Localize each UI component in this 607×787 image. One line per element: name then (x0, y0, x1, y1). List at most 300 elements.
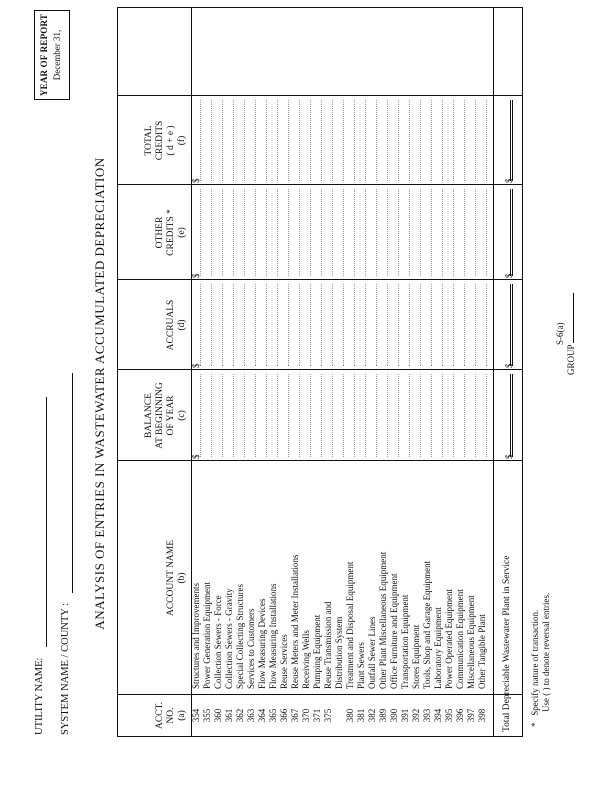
entry-line (431, 284, 432, 366)
value-cell-e[interactable] (312, 185, 323, 280)
table-row (268, 6, 279, 736)
entry-line (266, 374, 267, 457)
account-number: 370 (301, 708, 311, 723)
entry-line (321, 284, 322, 366)
group-label: GROUP (566, 344, 576, 375)
utility-name-label: UTILITY NAME: (34, 657, 45, 735)
entry-line (233, 189, 234, 276)
value-cell-d[interactable] (279, 280, 290, 370)
value-cell-c[interactable] (345, 370, 356, 461)
entry-line (277, 284, 278, 366)
table-row (334, 6, 345, 736)
entry-line (398, 284, 399, 366)
value-cell-d[interactable] (466, 280, 477, 370)
table-row (356, 6, 367, 736)
column-header-d (118, 280, 191, 370)
account-name: Outfall Sewer Lines (367, 616, 377, 689)
entry-line (343, 100, 344, 181)
entry-line (486, 100, 487, 181)
system-name-label: SYSTEM NAME / COUNTY : (60, 602, 71, 735)
account-name: Flow Measuring Devices (257, 598, 267, 689)
system-name-field[interactable] (72, 373, 73, 593)
entry-line (365, 189, 366, 276)
value-cell-f[interactable] (235, 96, 246, 185)
footnotes (530, 593, 552, 727)
entry-line (310, 284, 311, 366)
value-cell-e[interactable] (191, 185, 202, 280)
entry-line (420, 189, 421, 276)
entry-line (332, 189, 333, 276)
table-row (290, 6, 301, 736)
table-row (444, 6, 455, 736)
entry-line (288, 100, 289, 181)
dollar-sign: $ (191, 363, 201, 368)
value-cell-c[interactable] (268, 370, 279, 461)
utility-name-field[interactable] (46, 397, 47, 647)
entry-line (277, 100, 278, 181)
value-cell-f[interactable] (290, 96, 301, 185)
entry-line (310, 100, 311, 181)
total-cell-c[interactable] (503, 370, 515, 461)
value-cell-e[interactable] (257, 185, 268, 280)
entry-line (332, 284, 333, 366)
entry-line (343, 189, 344, 276)
entry-line (442, 284, 443, 366)
value-cell-f[interactable] (345, 96, 356, 185)
column-header-code: (a) (177, 710, 187, 721)
total-underline (510, 189, 513, 276)
table-row (191, 6, 202, 736)
value-cell-f[interactable] (433, 96, 444, 185)
entry-line (244, 374, 245, 457)
entry-line (310, 374, 311, 457)
entry-line (310, 189, 311, 276)
value-cell-c[interactable] (422, 370, 433, 461)
total-cell-f[interactable] (503, 96, 515, 185)
value-cell-f[interactable] (444, 96, 455, 185)
value-cell-c[interactable] (191, 370, 202, 461)
value-cell-c[interactable] (389, 370, 400, 461)
account-name: Flow Measuring Installations (268, 583, 278, 689)
entry-line (233, 100, 234, 181)
account-number: 389 (378, 708, 388, 723)
column-header-text: ACCRUALS (166, 299, 176, 351)
value-cell-c[interactable] (367, 370, 378, 461)
entry-line (387, 374, 388, 457)
entry-line (354, 189, 355, 276)
entry-line (387, 284, 388, 366)
entry-line (211, 189, 212, 276)
value-cell-d[interactable] (345, 280, 356, 370)
value-cell-c[interactable] (400, 370, 411, 461)
total-label: Total Depreciable Wastewater Plant in Service (502, 555, 512, 732)
account-number: 367 (290, 708, 300, 723)
page-title: ANALYSIS OF ENTRIES IN WASTEWATER ACCUMULATED DEPRECIATION (92, 157, 107, 630)
value-cell-d[interactable] (455, 280, 466, 370)
table-row (312, 6, 323, 736)
account-name: Communication Equipment (455, 589, 465, 689)
account-number: 391 (400, 708, 410, 723)
account-name: Office Furniture and Equipment (389, 573, 399, 689)
entry-line (211, 374, 212, 457)
value-cell-f[interactable] (301, 96, 312, 185)
account-name: Reuse Services (279, 634, 289, 689)
value-cell-d[interactable] (389, 280, 400, 370)
value-cell-f[interactable] (466, 96, 477, 185)
account-name: Transportation Equipment (400, 594, 410, 689)
value-cell-f[interactable] (279, 96, 290, 185)
value-cell-d[interactable] (356, 280, 367, 370)
dollar-sign: $ (191, 273, 201, 278)
value-cell-e[interactable] (345, 185, 356, 280)
value-cell-f[interactable] (213, 96, 224, 185)
value-cell-f[interactable] (312, 96, 323, 185)
column-header-text: BALANCE (144, 393, 154, 438)
value-cell-e[interactable] (279, 185, 290, 280)
account-number: 371 (312, 708, 322, 723)
value-cell-c[interactable] (312, 370, 323, 461)
value-cell-d[interactable] (301, 280, 312, 370)
account-number: 355 (202, 708, 212, 723)
value-cell-c[interactable] (257, 370, 268, 461)
total-underline (510, 374, 513, 457)
table-row (367, 6, 378, 736)
entry-line (365, 284, 366, 366)
value-cell-e[interactable] (334, 185, 345, 280)
entry-line (343, 284, 344, 366)
value-cell-d[interactable] (202, 280, 213, 370)
value-cell-e[interactable] (400, 185, 411, 280)
account-number: 397 (466, 708, 476, 723)
value-cell-e[interactable] (466, 185, 477, 280)
entry-line (255, 189, 256, 276)
value-cell-f[interactable] (268, 96, 279, 185)
column-header-code: (c) (177, 410, 187, 421)
entry-line (266, 100, 267, 181)
page-identifier (555, 293, 577, 375)
table-row (411, 6, 422, 736)
account-number: 381 (356, 708, 366, 723)
entry-line (211, 284, 212, 366)
table-row (323, 6, 334, 736)
value-cell-c[interactable] (224, 370, 235, 461)
value-cell-f[interactable] (257, 96, 268, 185)
group-field[interactable] (573, 293, 574, 343)
value-cell-c[interactable] (301, 370, 312, 461)
column-header-b (118, 461, 191, 695)
entry-line (376, 100, 377, 181)
entry-line (475, 284, 476, 366)
value-cell-c[interactable] (466, 370, 477, 461)
account-number: 363 (246, 708, 256, 723)
value-cell-c[interactable] (455, 370, 466, 461)
entry-line (431, 100, 432, 181)
entry-line (376, 189, 377, 276)
entry-line (453, 189, 454, 276)
column-header-text: ACCT. (155, 702, 165, 730)
account-name: Collection Sewers - Force (213, 595, 223, 689)
column-header-c (118, 370, 191, 461)
footnote-line-2: Use ( ) to denote reversal entries. (541, 592, 551, 712)
entry-line (409, 189, 410, 276)
year-of-report-box (34, 10, 70, 100)
value-cell-e[interactable] (213, 185, 224, 280)
account-number: 396 (455, 708, 465, 723)
value-cell-c[interactable] (235, 370, 246, 461)
entry-line (222, 189, 223, 276)
account-number: 392 (411, 708, 421, 723)
value-cell-d[interactable] (477, 280, 488, 370)
account-name: Receiving Wells (301, 630, 311, 689)
entry-line (420, 374, 421, 457)
entry-line (277, 374, 278, 457)
entry-line (288, 189, 289, 276)
account-number: 362 (235, 708, 245, 723)
value-cell-f[interactable] (378, 96, 389, 185)
value-cell-e[interactable] (389, 185, 400, 280)
account-number: 398 (477, 708, 487, 723)
value-cell-d[interactable] (378, 280, 389, 370)
value-cell-d[interactable] (224, 280, 235, 370)
value-cell-d[interactable] (213, 280, 224, 370)
value-cell-d[interactable] (290, 280, 301, 370)
entry-line (464, 284, 465, 366)
entry-line (200, 100, 201, 181)
column-header-a (118, 695, 191, 736)
entry-line (277, 189, 278, 276)
value-cell-d[interactable] (334, 280, 345, 370)
table-row (213, 6, 224, 736)
account-name: Stores Equipment (411, 624, 421, 689)
value-cell-e[interactable] (356, 185, 367, 280)
account-number: 360 (213, 708, 223, 723)
entry-line (409, 100, 410, 181)
entry-line (486, 189, 487, 276)
value-cell-c[interactable] (246, 370, 257, 461)
column-header-text: ACCOUNT NAME (166, 539, 176, 617)
value-cell-c[interactable] (202, 370, 213, 461)
value-cell-e[interactable] (202, 185, 213, 280)
column-header-text: CREDITS (155, 120, 165, 161)
value-cell-e[interactable] (235, 185, 246, 280)
value-cell-c[interactable] (477, 370, 488, 461)
value-cell-f[interactable] (246, 96, 257, 185)
column-header-code: (f) (177, 135, 187, 146)
account-name: Reuse Transmission and (323, 601, 333, 689)
value-cell-d[interactable] (268, 280, 279, 370)
account-number: 395 (444, 708, 454, 723)
year-of-report-label: YEAR OF REPORT (39, 13, 49, 97)
value-cell-d[interactable] (433, 280, 444, 370)
table-row (301, 6, 312, 736)
account-name: Miscellaneous Equipment (466, 595, 476, 689)
page-code: S-6(a) (555, 322, 565, 346)
value-cell-f[interactable] (389, 96, 400, 185)
value-cell-e[interactable] (246, 185, 257, 280)
dollar-sign: $ (191, 178, 201, 183)
account-name: Laboratory Equipment (433, 607, 443, 689)
entry-line (321, 374, 322, 457)
value-cell-d[interactable] (235, 280, 246, 370)
value-cell-e[interactable] (411, 185, 422, 280)
account-name: Services to Customers (246, 608, 256, 689)
total-underline (510, 100, 513, 181)
column-header-text: CREDITS * (166, 209, 176, 256)
year-of-report-value: December 31, (52, 29, 62, 81)
entry-line (354, 374, 355, 457)
value-cell-c[interactable] (356, 370, 367, 461)
entry-line (288, 374, 289, 457)
account-name: Plant Sewers (356, 642, 366, 689)
entry-line (354, 100, 355, 181)
value-cell-c[interactable] (323, 370, 334, 461)
entry-line (431, 374, 432, 457)
entry-line (266, 284, 267, 366)
value-cell-f[interactable] (356, 96, 367, 185)
value-cell-d[interactable] (246, 280, 257, 370)
entry-line (464, 189, 465, 276)
value-cell-f[interactable] (323, 96, 334, 185)
account-name: Structures and Improvements (191, 583, 201, 689)
depreciation-table (117, 7, 523, 737)
value-cell-e[interactable] (224, 185, 235, 280)
account-name: Reuse Meters and Meter Installations (290, 554, 300, 689)
entry-line (200, 189, 201, 276)
value-cell-e[interactable] (422, 185, 433, 280)
value-cell-d[interactable] (444, 280, 455, 370)
entry-line (442, 189, 443, 276)
entry-line (321, 189, 322, 276)
account-number: 354 (191, 708, 201, 723)
dollar-sign: $ (504, 363, 514, 368)
table-row (400, 6, 411, 736)
entry-line (244, 284, 245, 366)
column-header-f (118, 96, 191, 185)
entry-line (442, 100, 443, 181)
total-row (493, 8, 524, 736)
value-cell-f[interactable] (334, 96, 345, 185)
table-row (235, 6, 246, 736)
total-cell-d[interactable] (503, 280, 515, 370)
value-cell-c[interactable] (334, 370, 345, 461)
entry-line (354, 284, 355, 366)
account-number: 375 (323, 708, 333, 723)
entry-line (233, 374, 234, 457)
value-cell-f[interactable] (422, 96, 433, 185)
value-cell-f[interactable] (411, 96, 422, 185)
entry-line (288, 284, 289, 366)
value-cell-d[interactable] (422, 280, 433, 370)
value-cell-f[interactable] (224, 96, 235, 185)
value-cell-f[interactable] (202, 96, 213, 185)
table-row (433, 6, 444, 736)
table-row (466, 6, 477, 736)
value-cell-d[interactable] (312, 280, 323, 370)
value-cell-e[interactable] (378, 185, 389, 280)
entry-line (266, 189, 267, 276)
account-name: Power Operated Equipment (444, 589, 454, 689)
value-cell-c[interactable] (411, 370, 422, 461)
entry-line (475, 189, 476, 276)
table-row (378, 6, 389, 736)
account-number: 365 (268, 708, 278, 723)
entry-line (376, 374, 377, 457)
table-row (224, 6, 235, 736)
entry-line (343, 374, 344, 457)
entry-line (453, 100, 454, 181)
value-cell-c[interactable] (444, 370, 455, 461)
value-cell-e[interactable] (367, 185, 378, 280)
value-cell-c[interactable] (213, 370, 224, 461)
entry-line (453, 284, 454, 366)
value-cell-d[interactable] (323, 280, 334, 370)
entry-line (387, 100, 388, 181)
value-cell-d[interactable] (400, 280, 411, 370)
value-cell-f[interactable] (477, 96, 488, 185)
value-cell-e[interactable] (433, 185, 444, 280)
value-cell-c[interactable] (279, 370, 290, 461)
table-row (477, 6, 488, 736)
account-number: 380 (345, 708, 355, 723)
entry-line (233, 284, 234, 366)
account-number: 361 (224, 708, 234, 723)
footnote-line-1: Specify nature of transaction. (530, 609, 540, 716)
value-cell-f[interactable] (191, 96, 202, 185)
value-cell-e[interactable] (323, 185, 334, 280)
value-cell-f[interactable] (400, 96, 411, 185)
value-cell-c[interactable] (290, 370, 301, 461)
entry-line (211, 100, 212, 181)
total-cell-e[interactable] (503, 185, 515, 280)
column-header-text: OTHER (155, 216, 165, 249)
value-cell-f[interactable] (455, 96, 466, 185)
value-cell-d[interactable] (257, 280, 268, 370)
value-cell-e[interactable] (301, 185, 312, 280)
entry-line (332, 374, 333, 457)
value-cell-d[interactable] (411, 280, 422, 370)
account-number: 390 (389, 708, 399, 723)
entry-line (420, 100, 421, 181)
column-header-code: (d) (177, 319, 187, 331)
value-cell-e[interactable] (268, 185, 279, 280)
dollar-sign: $ (191, 454, 201, 459)
value-cell-e[interactable] (290, 185, 301, 280)
entry-line (486, 374, 487, 457)
entry-line (420, 284, 421, 366)
entry-line (255, 100, 256, 181)
table-row (455, 6, 466, 736)
entry-line (398, 189, 399, 276)
entry-line (409, 374, 410, 457)
value-cell-e[interactable] (444, 185, 455, 280)
account-name: Collection Sewers - Gravity (224, 588, 234, 689)
table-row (422, 6, 433, 736)
column-header-code: (e) (177, 227, 187, 238)
entry-line (299, 100, 300, 181)
account-name: Pumping Equipment (312, 614, 322, 689)
value-cell-e[interactable] (477, 185, 488, 280)
column-header-code: (b) (177, 572, 187, 584)
value-cell-d[interactable] (191, 280, 202, 370)
entry-line (387, 189, 388, 276)
value-cell-c[interactable] (433, 370, 444, 461)
account-name: Other Plant Miscellaneous Equipment (378, 551, 388, 689)
value-cell-c[interactable] (378, 370, 389, 461)
value-cell-e[interactable] (455, 185, 466, 280)
table-row (246, 6, 257, 736)
value-cell-f[interactable] (367, 96, 378, 185)
value-cell-d[interactable] (367, 280, 378, 370)
